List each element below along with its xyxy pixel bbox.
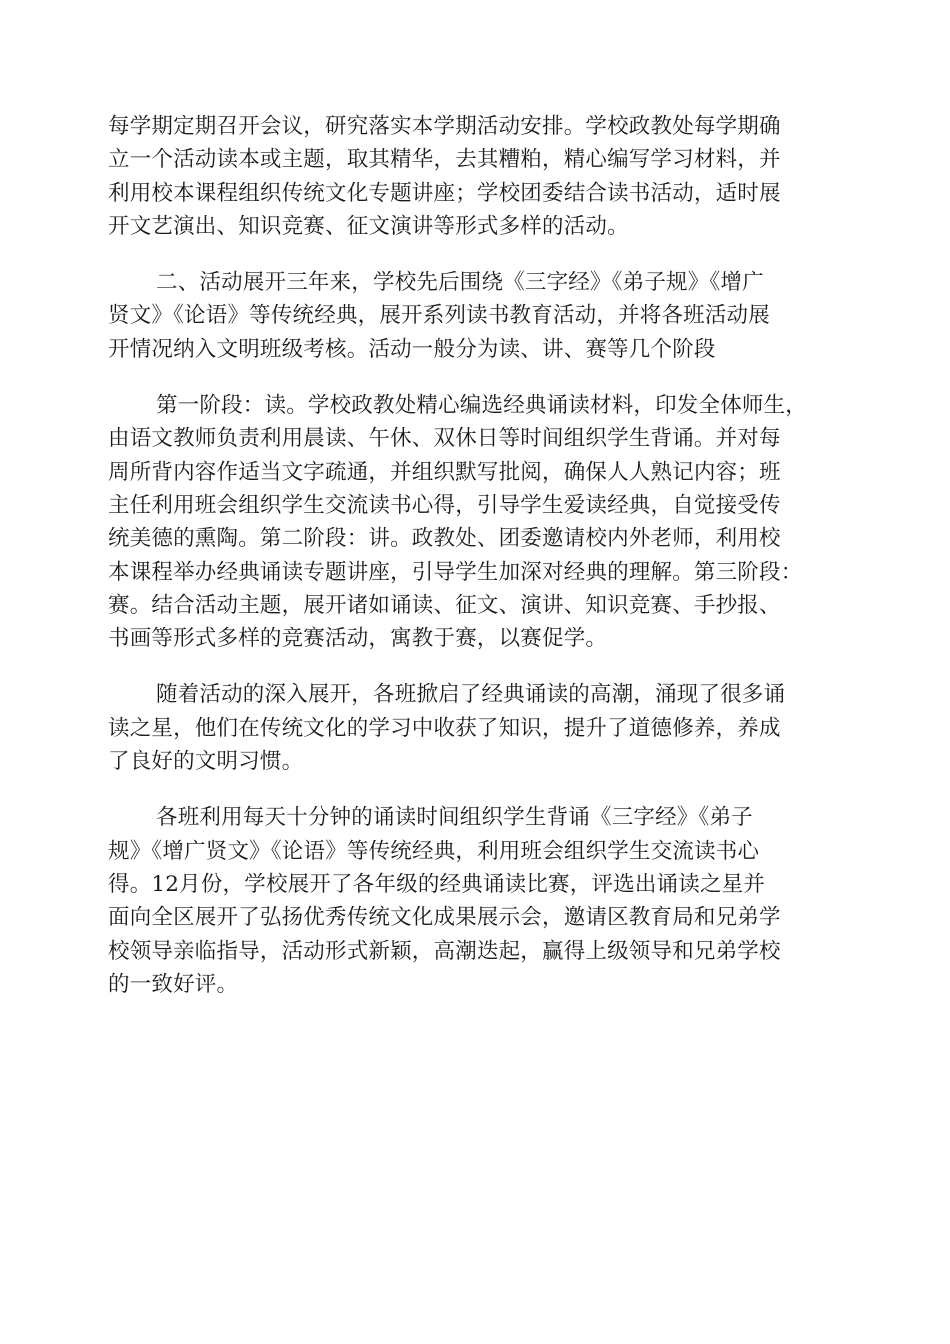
text-line: 主任利用班会组织学生交流读书心得，引导学生爱读经典，自觉接受传 [108, 492, 781, 518]
text-line: 由语文教师负责利用晨读、午休、双休日等时间组织学生背诵。并对每 [108, 426, 781, 452]
text-line: 书画等形式多样的竞赛活动，寓教于赛，以赛促学。 [108, 626, 608, 652]
text-line: 的一致好评。 [108, 971, 239, 997]
text-line: 随着活动的深入展开，各班掀启了经典诵读的高潮，涌现了很多诵 [156, 682, 786, 708]
text-line: 利用校本课程组织传统文化专题讲座；学校团委结合读书活动，适时展 [108, 180, 781, 206]
document-body [108, 110, 843, 1024]
text-line: 第一阶段：读。学校政教处精心编选经典诵读材料，印发全体师生， [156, 393, 808, 419]
paragraph-2 [108, 266, 843, 366]
text-line: 立一个活动读本或主题，取其精华，去其糟粕，精心编写学习材料，并 [108, 147, 781, 173]
text-line: 开情况纳入文明班级考核。活动一般分为读、讲、赛等几个阶段 [108, 336, 716, 362]
text-line: 规》《增广贤文》《论语》等传统经典，利用班会组织学生交流读书心 [108, 838, 760, 864]
text-line: 二、活动展开三年来，学校先后围绕《三字经》《弟子规》《增广 [156, 270, 764, 296]
text-line: 本课程举办经典诵读专题讲座，引导学生加深对经典的理解。第三阶段： [108, 559, 803, 585]
text-line: 贤文》《论语》等传统经典，展开系列读书教育活动，并将各班活动展 [108, 303, 770, 329]
paragraph-3 [108, 389, 843, 655]
text-line: 统美德的熏陶。第二阶段：讲。政教处、团委邀请校内外老师，利用校 [108, 526, 781, 552]
text-line: 了良好的文明习惯。 [108, 749, 304, 775]
text-line: 读之星，他们在传统文化的学习中收获了知识，提升了道德修养，养成 [108, 715, 781, 741]
text-line: 面向全区展开了弘扬优秀传统文化成果展示会，邀请区教育局和兄弟学 [108, 905, 781, 931]
text-line: 校领导亲临指导，活动形式新颖，高潮迭起，赢得上级领导和兄弟学校 [108, 938, 781, 964]
paragraph-1 [108, 110, 843, 243]
text-line: 周所背内容作适当文字疏通，并组织默写批阅，确保人人熟记内容；班 [108, 459, 781, 485]
text-line: 开文艺演出、知识竞赛、征文演讲等形式多样的活动。 [108, 213, 629, 239]
text-line: 得。12月份，学校展开了各年级的经典诵读比赛，评选出诵读之星并 [108, 871, 766, 897]
text-line: 赛。结合活动主题，展开诸如诵读、征文、演讲、知识竞赛、手抄报、 [108, 592, 781, 618]
paragraph-4 [108, 678, 843, 778]
text-line: 每学期定期召开会议，研究落实本学期活动安排。学校政教处每学期确 [108, 114, 781, 139]
paragraph-5 [108, 801, 843, 1001]
text-line: 各班利用每天十分钟的诵读时间组织学生背诵《三字经》《弟子 [156, 805, 753, 831]
